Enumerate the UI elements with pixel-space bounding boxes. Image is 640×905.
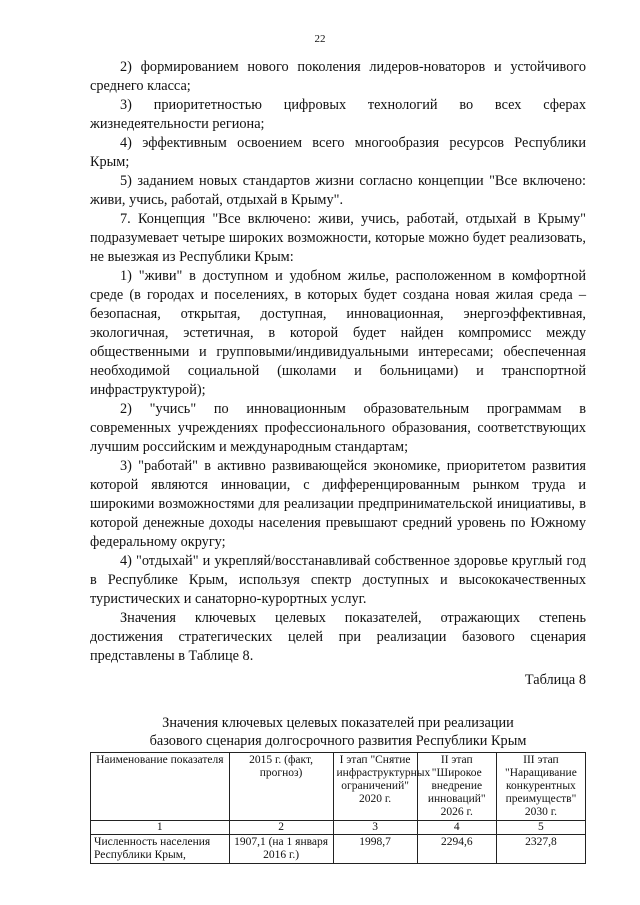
- list-item: 4) "отдыхай" и укрепляй/восстанавливай собственное здоровье круглый год в Республике Крым, используя спектр доступных и высококачественных туристических и санаторно-курортных услуг.: [90, 553, 586, 607]
- table-cell: 2294,6: [417, 835, 496, 864]
- list-item: 4) эффективным освоением всего многообразия ресурсов Республики Крым;: [90, 135, 587, 170]
- table-header-row: [91, 753, 586, 821]
- column-header: III этап "Наращивание конкурентных преимуществ" 2030 г.: [496, 753, 585, 821]
- table-cell: Численность населения Республики Крым,: [91, 835, 230, 864]
- table-cell: 1998,7: [333, 835, 417, 864]
- document-body: [90, 58, 586, 864]
- column-header: Наименование показателя: [91, 753, 230, 821]
- list-item: 2) формированием нового поколения лидеров-новаторов и устойчивого среднего класса;: [90, 59, 586, 94]
- list-item: 3) "работай" в активно развивающейся экономике, приоритетом развития которой являются инновации, с дифференцированным рынком труда и широкими возможностями для реализации предпринимательской инициативы, в которой денежные доходы населения превышают средний уровень по Южному федеральному округу;: [90, 458, 587, 550]
- table-title-line: базового сценария долгосрочного развития Республики Крым: [149, 733, 527, 749]
- table-cell: 1907,1 (на 1 января 2016 г.): [229, 835, 333, 864]
- list-item: 2) "учись" по инновационным образовательным программам в современных учреждениях профессионального образования, соответствующих лучшим российским и международным стандартам;: [90, 401, 587, 455]
- table-title: [90, 714, 586, 750]
- values-paragraph: Значения ключевых целевых показателей, отражающих степень достижения стратегических целей при реализации базового сценария представлены в Таблице 8.: [90, 610, 586, 664]
- concept-paragraph: 7. Концепция "Все включено: живи, учись, работай, отдыхай в Крыму" подразумевает четыре широких возможности, которые можно будет реализовать, не выезжая из Республики Крым:: [90, 211, 586, 265]
- list-item: 5) заданием новых стандартов жизни согласно концепции "Все включено: живи, учись, работай, отдыхай в Крыму".: [90, 173, 586, 208]
- column-number: 2: [229, 821, 333, 835]
- column-number: 4: [417, 821, 496, 835]
- table-title-line: Значения ключевых целевых показателей при реализации: [162, 715, 514, 731]
- column-header: I этап "Снятие инфраструктурных ограничений" 2020 г.: [333, 753, 417, 821]
- page-number: 22: [314, 33, 326, 45]
- column-header: 2015 г. (факт, прогноз): [229, 753, 333, 821]
- list-item: 3) приоритетностью цифровых технологий во всех сферах жизнедеятельности региона;: [90, 97, 587, 132]
- column-number: 3: [333, 821, 417, 835]
- column-number-row: [91, 821, 586, 835]
- table-row: [91, 835, 586, 864]
- indicators-table: [90, 752, 586, 864]
- table-cell: 2327,8: [496, 835, 585, 864]
- list-item: 1) "живи" в доступном и удобном жилье, расположенном в комфортной среде (в городах и поселениях, в которых будет создана новая жилая среда – безопасная, открытая, доступная, инновационная, энергоэффективная, экологичная, эстетичная, в которой будет найден компромисс между общественными и групповыми/индивидуальными интересами; обеспеченная необходимой социальной (школами и больницами) и транспортной инфраструктурой);: [90, 268, 586, 398]
- column-header: II этап "Широкое внедрение инноваций" 2026 г.: [417, 753, 496, 821]
- table-label: Таблица 8: [524, 672, 586, 688]
- column-number: 1: [91, 821, 230, 835]
- column-number: 5: [496, 821, 585, 835]
